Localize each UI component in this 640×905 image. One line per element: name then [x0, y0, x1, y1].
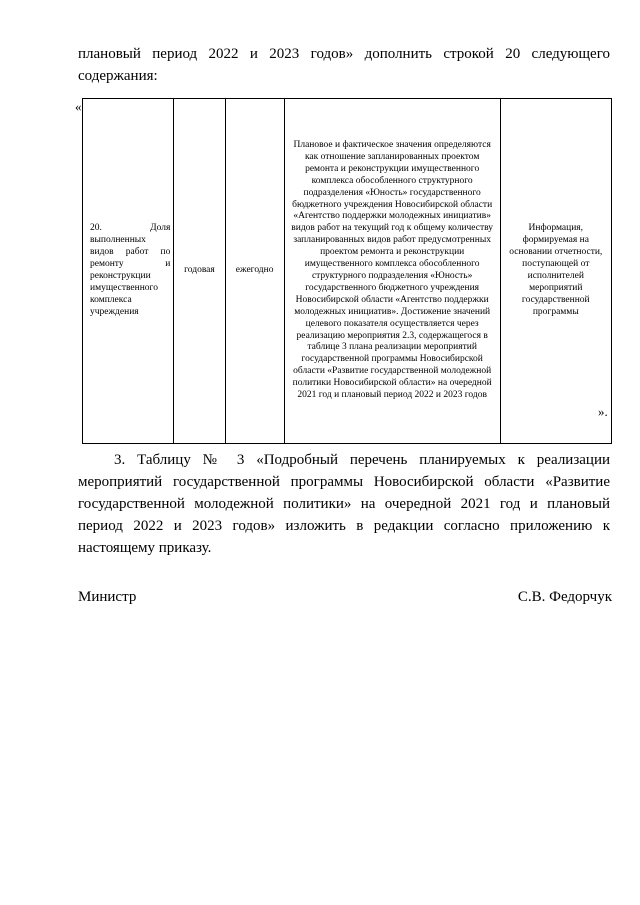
opening-quote-mark: « [75, 99, 82, 114]
signature-name: С.В. Федорчук [517, 589, 612, 605]
periodicity-cell: годовая [174, 99, 225, 444]
closing-quote-mark: ». [598, 404, 608, 419]
indicator-name: 20. Доля выполненных видов работ по ремонту и реконструкции имущественного комплекса учреждения [90, 223, 171, 317]
indicator-table [82, 98, 612, 444]
paragraph-3: 3. Таблицу № 3 «Подробный перечень планируемых к реализации мероприятий государственной программы Новосибирской области «Развитие государственной молодежной политики» на очередной 2021 год и плановый период 2022 и 2023 годов» изложить в редакции согласно приложению к настоящему приказу. [78, 452, 610, 556]
data-source-cell: Информация, формируемая на основании отчетности, поступающей от исполнителей мероприятий государственной программы [500, 99, 611, 444]
table-row [83, 99, 612, 444]
indicator-name-cell [83, 99, 174, 444]
calculation-method-cell: Плановое и фактическое значения определяются как отношение запланированных проектом ремонта и реконструкции имущественного комплекса обособленного структурного подразделения «Юность» государственного бюджетного учреждения Новосибирской области «Агентство поддержки молодежных инициатив» видов работ на текущий год к общему количеству запланированных видов работ предусмотренных проектом ремонта и реконструкции имущественного комплекса обособленного структурного подразделения «Юность» государственного бюджетного учреждения Новосибирской области «Агентство поддержки молодежных инициатив». Достижение значений целевого показателя осуществляется через реализацию мероприятия 2.3, содержащегося в таблице 3 плана реализации мероприятий государственной программы Новосибирской области «Развитие государственной молодежной политики Новосибирской области» на очередной 2021 год и плановый период 2022 и 2023 годов [284, 99, 500, 444]
frequency-cell: ежегодно [225, 99, 284, 444]
intro-paragraph: плановый период 2022 и 2023 годов» дополнить строкой 20 следующего содержания: [78, 46, 610, 84]
signature-title: Министр [78, 589, 137, 605]
